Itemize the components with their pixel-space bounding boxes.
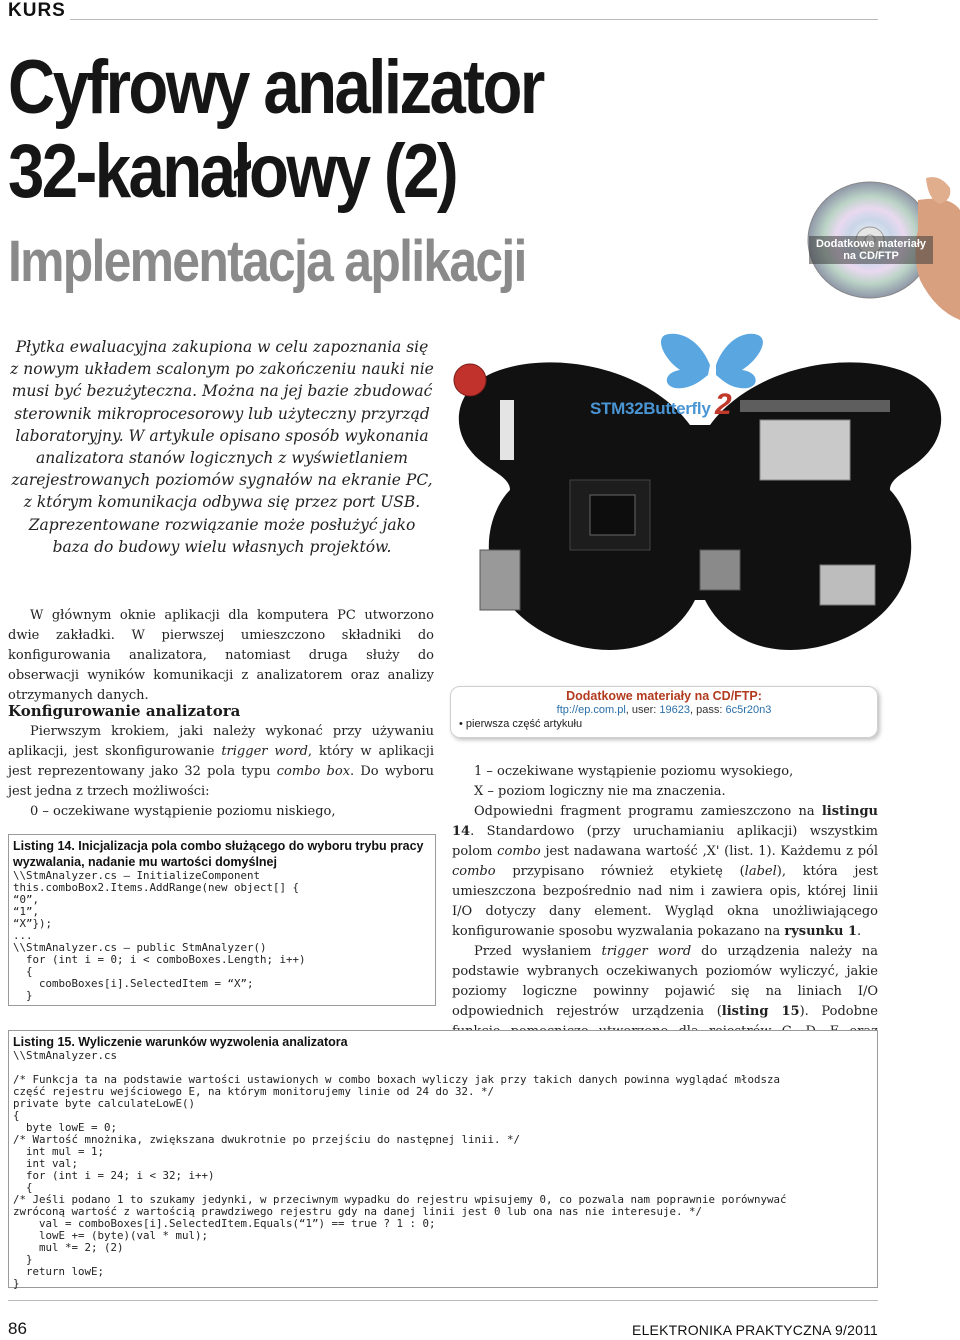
download-box-title: Dodatkowe materiały na CD/FTP: bbox=[566, 689, 762, 703]
right-paragraph-1: 1 – oczekiwane wystąpienie poziomu wysokiego, bbox=[474, 764, 794, 779]
right-paragraph-3: Odpowiedni fragment programu zamieszczono na listingu 14. Standardowo (przy uruchamianiu aplikacji) wszystkim polom combo jest nadawana wartość ‚X' (list. 1). Każdemu z pól combo przypisano również etykietę (label), która jest umieszczona bezpośrednio nad nim i zawiera opis, której linii I/O dotyczy dany element. Wygląd okna unożliwiającego konfigurowanie sposobu wyzwalania pokazano na rysunku 1. bbox=[452, 804, 879, 939]
intro-paragraph-text: W głównym oknie aplikacji dla komputera PC utworzono dwie zakładki. W pierwszej umieszczono składniki do konfigurowania analizatora, natomiast druga służy do obserwacji wyników komunikacji z analizatorem oraz analizy otrzymanych danych. bbox=[8, 608, 434, 703]
listing-14-code: \\StmAnalyzer.cs – InitializeComponent this.comboBox2.Items.AddRange(new object[] { “0”, “1”, “X”}); ... \\StmAnalyzer.cs – public StmAnalyzer() for (int i = 0; i < comboBoxes.Length; i++) { comboBoxes[i].SelectedItem = “X”; } bbox=[13, 869, 306, 1002]
right-paragraph-4: Przed wysłaniem trigger word do urządzenia należy na podstawie wybranych oczekiwanych poziomów wyliczyć, jakie poziomy logiczne powinny pojawić się na liniach I/O odpowiednich rejestrów urządzenia (listing 15). Podobne bbox=[452, 944, 878, 1019]
download-box-item: • pierwsza część artykułu bbox=[459, 718, 583, 730]
cd-label: Dodatkowe materiały na CD/FTP bbox=[809, 236, 933, 264]
listing-15-code: \\StmAnalyzer.cs /* Funkcja ta na podstawie wartości ustawionych w combo boxach wyliczy jak przy takich danych powinna wyglądać młodsza część rejestru wejściowego E, na którym monitorujemy linie od 24 do 32. */ private byte calculateLowE() { byte lowE = 0; /* Wartość mnożnika, zwiększana dwukrotnie po przejściu do następnej linii. */ int mul = 1; int val; for (int i = 24; i < 32; i++) { /* Jeśli podano 1 to szukamy jedynki, w przeciwnym wypadku do rejestru wpisujemy 0, co pozwala nam poprawnie porównywać zwróconą wartość z wartością prawdziwego rejestru gdy na danej linii jest 0 lub ona nas nie interesuje. */ val = comboBoxes[i].SelectedItem.Equals(“1”) == true ? 1 : 0; lowE += (byte)(val * mul); mul *= 2; (2) } return lowE; } bbox=[13, 1049, 787, 1290]
page-number: 86 bbox=[8, 1319, 27, 1338]
ftp-link[interactable]: ftp://ep.com.pl bbox=[556, 704, 626, 716]
listing-14-title: Listing 14. Inicjalizacja pola combo służącego do wyboru trybu pracy wyzwalania, nadanie mu wartości domyślnej bbox=[13, 839, 424, 869]
download-info-box bbox=[450, 686, 878, 738]
top-rule bbox=[70, 19, 878, 20]
right-column-text bbox=[452, 762, 878, 1062]
listing-15-title: Listing 15. Wyliczenie warunków wyzwolenia analizatora bbox=[13, 1035, 348, 1049]
lead-paragraph: Płytka ewaluacyjna zakupiona w celu zapoznania się z nowym układem scalonym po zakończeniu nauki nie musi być bezużyteczna. Można na jej bazie zbudować sterownik mikroprocesorowy lub użyteczny przyrząd laboratoryjny. W artykule opisano sposób wykonania analizatora stanów logicznych z wyświetlaniem zarejestrowanych poziomów sygnałów na ekranie PC, z którym komunikacja odbywa się przez port USB. Zaprezentowane rozwiązanie może posłużyć jako baza do budowy wielu własnych projektów. bbox=[10, 338, 434, 556]
section-heading: Konfigurowanie analizatora bbox=[8, 702, 241, 720]
listing-15 bbox=[8, 1030, 878, 1288]
board-label-number: 2 bbox=[714, 388, 732, 421]
board-label bbox=[590, 388, 731, 422]
listing-14 bbox=[8, 834, 436, 1006]
article-title bbox=[8, 46, 543, 214]
journal-name: ELEKTRONIKA PRAKTYCZNA 9/2011 bbox=[632, 1322, 878, 1338]
bottom-rule bbox=[8, 1300, 878, 1301]
article-title-line2: 32-kanałowy (2) bbox=[8, 129, 457, 214]
board-label-text: STM32Butterfly bbox=[590, 399, 711, 418]
section-tag: KURS bbox=[8, 0, 66, 21]
config-paragraph-1: Pierwszym krokiem, jaki należy wykonać przy używaniu aplikacji, jest skonfigurowanie trigger word, który w aplikacji jest reprezentowany jako 32 pola typu combo box. Do wyboru jest jedna z trzech możliwości: bbox=[8, 724, 434, 799]
stm32butterfly-board-image bbox=[440, 330, 960, 680]
article-title-line1: Cyfrowy analizator bbox=[8, 45, 543, 130]
article-subtitle: Implementacja aplikacji bbox=[8, 229, 526, 294]
intro-paragraph bbox=[8, 606, 434, 706]
config-paragraph-2: 0 – oczekiwane wystąpienie poziomu niskiego, bbox=[30, 804, 336, 819]
config-paragraphs bbox=[8, 722, 434, 822]
download-box-credentials: ftp://ep.com.pl, user: 19623, pass: 6c5r20n3 bbox=[556, 704, 772, 716]
right-paragraph-2: X – poziom logiczny nie ma znaczenia. bbox=[474, 784, 726, 799]
